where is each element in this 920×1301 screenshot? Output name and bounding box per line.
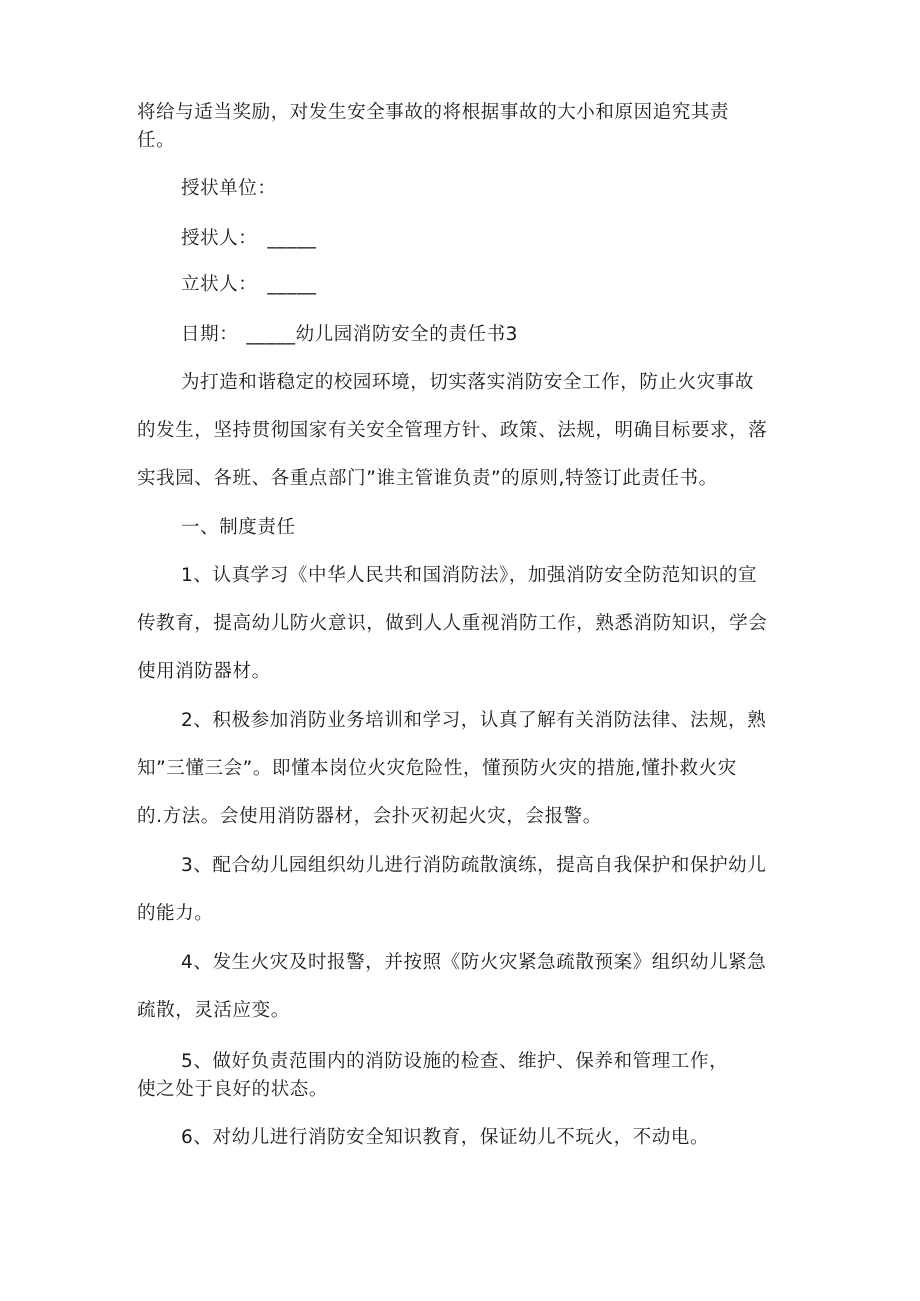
date-label: 日期： [181, 324, 239, 345]
section-heading: 一、制度责任 [181, 517, 296, 538]
item-2-line: 2、积极参加消防业务培训和学习，认真了解有关消防法律、法规，熟 [181, 710, 767, 731]
recipient-blank: _____ [267, 274, 317, 295]
preamble-line: 实我园、各班、各重点部门”谁主管谁负责”的原则,特签订此责任书。 [137, 468, 718, 489]
item-1-line: 1、认真学习《中华人民共和国消防法》，加强消防安全防范知识的宣 [181, 565, 758, 586]
item-4-line: 4、发生火灾及时报警，并按照《防火灾紧急疏散预案》组织幼儿紧急 [181, 952, 767, 973]
grantor-label: 授状人： [181, 228, 258, 249]
date-blank: _____ [246, 324, 296, 345]
paragraph-line: 将给与适当奖励，对发生安全事故的将根据事故的大小和原因追究其责 [137, 102, 730, 123]
preamble-line: 为打造和谐稳定的校园环境，切实落实消防安全工作，防止火灾事故 [181, 372, 755, 393]
grantor-blank: _____ [267, 228, 317, 249]
item-5-line: 5、做好负责范围内的消防设施的检查、维护、保养和管理工作， [181, 1051, 729, 1072]
paragraph-line: 任。 [137, 130, 176, 151]
grant-unit-label: 授状单位： [181, 178, 277, 199]
item-1-line: 使用消防器材。 [137, 661, 271, 682]
date-line [181, 322, 518, 348]
grantor-line [181, 226, 317, 252]
preamble-line: 的发生，坚持贯彻国家有关安全管理方针、政策、法规，明确目标要求，落 [137, 420, 768, 441]
item-1-line: 传教育，提高幼儿防火意识，做到人人重视消防工作，熟悉消防知识，学会 [137, 613, 768, 634]
item-2-line: 的.方法。会使用消防器材，会扑灭初起火灾，会报警。 [137, 806, 602, 827]
item-6-line: 6、对幼儿进行消防安全知识教育，保证幼儿不玩火，不动电。 [181, 1127, 710, 1148]
recipient-line [181, 272, 317, 298]
next-document-title: 幼儿园消防安全的责任书3 [295, 324, 519, 345]
item-5-line: 使之处于良好的状态。 [137, 1079, 329, 1100]
recipient-label: 立状人： [181, 274, 258, 295]
item-3-line: 3、配合幼儿园组织幼儿进行消防疏散演练，提高自我保护和保护幼儿 [181, 855, 767, 876]
item-3-line: 的能力。 [137, 903, 214, 924]
item-2-line: 知”三懂三会”。即懂本岗位火灾危险性，懂预防火灾的措施,懂扑救火灾 [137, 758, 737, 779]
item-4-line: 疏散，灵活应变。 [137, 1000, 290, 1021]
